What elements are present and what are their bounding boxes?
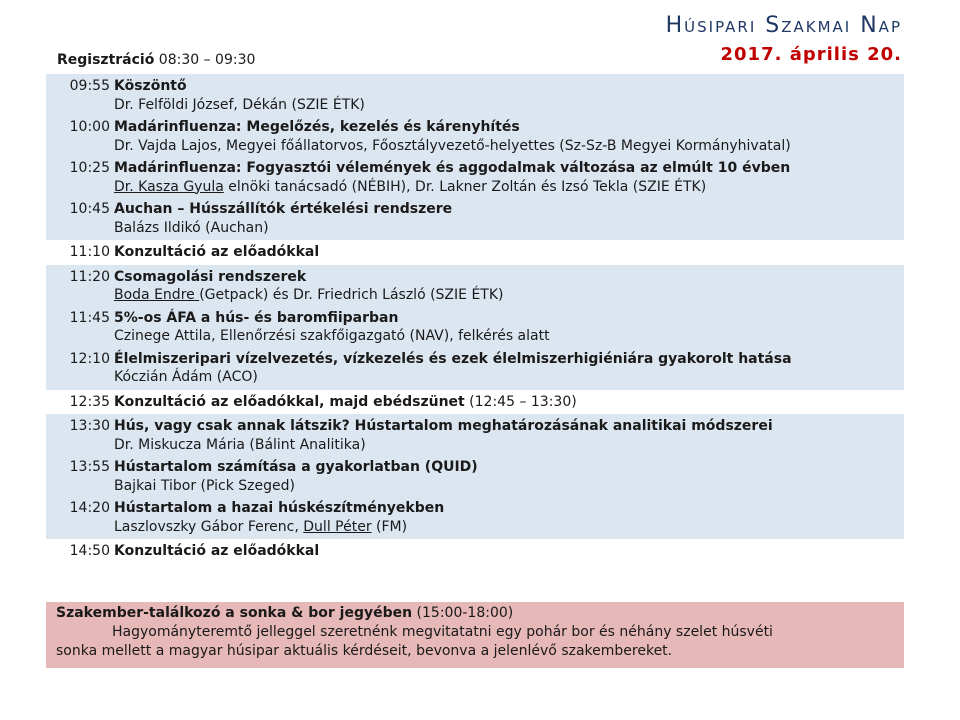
item-topic: Köszöntő <box>114 78 187 94</box>
registration-line <box>57 52 255 68</box>
item-topic: Csomagolási rendszerek <box>114 268 307 285</box>
schedule-item <box>46 159 904 196</box>
break-2 <box>46 390 904 415</box>
item-time: 11:45 <box>69 309 110 326</box>
schedule-item <box>46 309 904 346</box>
item-speaker <box>114 178 904 197</box>
item-time: 09:55 <box>69 78 110 94</box>
schedule <box>46 74 904 564</box>
closing-heading <box>56 604 904 623</box>
item-time: 11:20 <box>69 268 110 285</box>
item-speaker: Bajkai Tibor (Pick Szeged) <box>114 477 295 494</box>
item-topic: Hústartalom számítása a gyakorlatban (QUID) <box>114 459 478 475</box>
speaker-link[interactable]: Boda Endre <box>114 287 200 303</box>
schedule-item <box>46 200 904 237</box>
item-topic: 5%-os ÁFA a hús- és baromfiiparban <box>114 309 399 326</box>
break-time: 11:10 <box>69 244 110 260</box>
session-block-2 <box>46 265 904 390</box>
item-speaker: Dr. Vajda Lajos, Megyei főállatorvos, Főosztályvezető-helyettes (Sz-Sz-B Megyei Kormányhivatal) <box>114 137 791 154</box>
schedule-item <box>46 77 904 114</box>
break-topic: Konzultáció az előadókkal, majd ebédszünet <box>114 393 465 410</box>
speaker-rest: (Getpack) és Dr. Friedrich László (SZIE ÉTK) <box>199 287 504 303</box>
item-topic: Élelmiszeripari vízelvezetés, vízkezelés és ezek élelmiszerhigiéniára gyakorolt hatása <box>114 350 792 367</box>
speaker-rest: elnöki tanácsadó (NÉBIH), Dr. Lakner Zoltán és Izsó Tekla (SZIE ÉTK) <box>223 178 707 195</box>
item-time: 13:30 <box>69 418 110 434</box>
speaker-pre: Laszlovszky Gábor Ferenc, <box>114 518 304 535</box>
event-date: 2017. április 20. <box>720 44 902 65</box>
closing-event-box <box>46 602 904 668</box>
registration-time: 08:30 – 09:30 <box>158 52 256 68</box>
page-title: Húsipari Szakmai Nap <box>665 13 902 38</box>
item-time: 10:00 <box>69 119 110 135</box>
speaker-link[interactable]: Dull Péter <box>303 518 372 535</box>
item-speaker <box>114 518 904 537</box>
item-topic: Hús, vagy csak annak látszik? Hústartalom meghatározásának analitikai módszerei <box>114 418 773 434</box>
item-time: 10:45 <box>69 201 110 217</box>
item-speaker: Dr. Miskucza Mária (Bálint Analitika) <box>114 436 366 453</box>
closing-line-2: sonka mellett a magyar húsipar aktuális kérdéseit, bevonva a jelenlévő szakembereket. <box>56 643 673 659</box>
schedule-item <box>46 268 904 305</box>
closing-time: (15:00-18:00) <box>412 605 514 621</box>
schedule-item <box>46 499 904 536</box>
item-speaker: Dr. Felföldi József, Dékán (SZIE ÉTK) <box>114 96 365 113</box>
item-time: 13:55 <box>69 459 110 475</box>
break-time: 14:50 <box>69 543 110 559</box>
break-topic: Konzultáció az előadókkal <box>114 244 320 260</box>
item-topic: Madárinfluenza: Megelőzés, kezelés és kárenyhítés <box>114 119 520 135</box>
registration-label: Regisztráció <box>57 52 155 68</box>
speaker-rest: (FM) <box>371 518 408 535</box>
schedule-item <box>46 350 904 387</box>
item-speaker: Czinege Attila, Ellenőrzési szakfőigazgató (NAV), felkérés alatt <box>114 328 550 344</box>
item-topic: Madárinfluenza: Fogyasztói vélemények és aggodalmak változása az elmúlt 10 évben <box>114 160 791 176</box>
session-block-3 <box>46 414 904 539</box>
schedule-item <box>46 118 904 155</box>
item-time: 14:20 <box>69 500 110 516</box>
speaker-link[interactable]: Dr. Kasza Gyula <box>114 178 224 195</box>
closing-title: Szakember-találkozó a sonka & bor jegyében <box>56 605 413 621</box>
item-time: 10:25 <box>69 160 110 176</box>
item-topic: Auchan – Hússzállítók értékelési rendszere <box>114 201 453 217</box>
session-block-1 <box>46 74 904 240</box>
break-note: (12:45 – 13:30) <box>464 393 577 410</box>
item-speaker <box>114 286 904 305</box>
break-time: 12:35 <box>69 393 110 410</box>
break-3 <box>46 539 904 564</box>
break-1 <box>46 240 904 265</box>
item-speaker: Balázs Ildikó (Auchan) <box>114 219 269 236</box>
item-speaker: Kóczián Ádám (ACO) <box>114 369 258 385</box>
break-topic: Konzultáció az előadókkal <box>114 543 320 559</box>
closing-line-1: Hagyományteremtő jelleggel szeretnénk megvitatatni egy pohár bor és néhány szelet húsvéti <box>112 624 773 640</box>
item-topic: Hústartalom a hazai húskészítményekben <box>114 500 445 516</box>
schedule-item <box>46 417 904 454</box>
schedule-item <box>46 458 904 495</box>
item-time: 12:10 <box>69 350 110 367</box>
